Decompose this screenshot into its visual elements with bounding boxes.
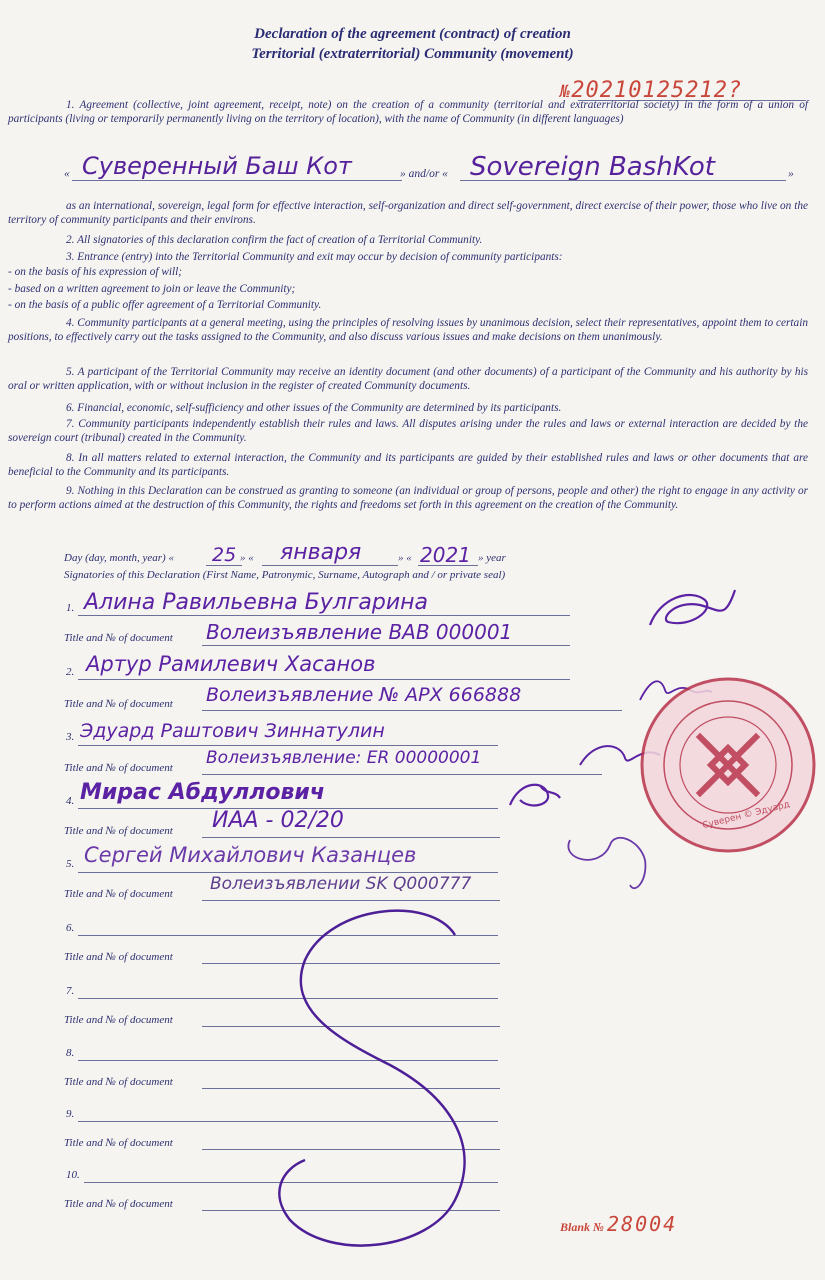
autograph-4 — [510, 785, 560, 806]
autograph-1 — [650, 590, 735, 625]
paragraph-8: 8. In all matters related to external interaction, the Community and its participants are guided by their established rules and laws or other documents that are beneficial to the Community and its participants. — [8, 452, 808, 478]
and-or-label: » and/or « — [400, 168, 448, 180]
paragraph-3b: - based on a written agreement to join or leave the Community; — [8, 283, 296, 295]
signatory-number: 9. — [66, 1108, 75, 1120]
seal-text: Суверен © Эдуард — [701, 799, 791, 832]
document-number-prefix: № — [560, 82, 572, 102]
paragraph-7: 7. Community participants independently establish their rules and laws. All disputes arising under the rules and laws or external interaction are decided by the sovereign court (tribunal) created in the Community. — [8, 418, 808, 444]
title-doc-label: Title and № of document — [64, 698, 173, 710]
blank-number — [560, 1212, 677, 1236]
autograph-5 — [568, 838, 645, 888]
signatory-name: Артур Рамилевич Хасанов — [86, 652, 376, 676]
paragraph-4: 4. Community participants at a general meeting, using the principles of resolving issues by unanimous decision, select their representatives, appoint them to certain positions, to effectively carry out the tasks assigned to the Community, and also discuss various issues and make decisions on them unanimously. — [8, 317, 808, 343]
blank-number-value: 28004 — [607, 1212, 678, 1236]
title-doc-label: Title and № of document — [64, 888, 173, 900]
title-doc-label: Title and № of document — [64, 762, 173, 774]
paragraph-3: 3. Entrance (entry) into the Territorial Community and exit may occur by decision of community participants: — [66, 251, 563, 263]
year-label: » year — [478, 552, 506, 564]
title-doc-label: Title and № of document — [64, 1076, 173, 1088]
paragraph-2: 2. All signatories of this declaration confirm the fact of creation of a Territorial Community. — [66, 234, 483, 246]
signatory-number: 1. — [66, 602, 75, 614]
title-doc-label: Title and № of document — [64, 632, 173, 644]
blank-label: Blank № — [560, 1220, 604, 1234]
signatory-number: 8. — [66, 1047, 75, 1059]
signatory-document: Волеизъявление № АРХ 666888 — [206, 684, 522, 706]
signatory-name: Мирас Абдуллович — [80, 780, 325, 805]
signatory-document: Волеизъявлении SK Q000777 — [210, 874, 472, 894]
signatory-number: 7. — [66, 985, 75, 997]
title-doc-label: Title and № of document — [64, 951, 173, 963]
date-label: Day (day, month, year) « — [64, 552, 174, 564]
paragraph-1-cont-text: as an international, sovereign, legal form for effective interaction, self-organization and direct self-government, direct exercise of their power, those who live on the territory of community participants and their environs. — [8, 200, 808, 226]
paragraph-3a: - on the basis of his expression of will; — [8, 266, 183, 278]
community-name-line: « Суверенный Баш Кот » and/or « Sovereign BashKot » — [64, 152, 794, 182]
round-seal — [642, 679, 814, 851]
paragraph-6: 6. Financial, economic, self-sufficiency and other issues of the Community are determined by its participants. — [66, 402, 562, 414]
signatory-number: 10. — [66, 1169, 80, 1181]
date-month: января — [280, 540, 362, 565]
title-doc-label: Title and № of document — [64, 1014, 173, 1026]
cancellation-stroke — [279, 911, 464, 1246]
declaration-page: Declaration of the agreement (contract) of creation Territorial (extraterritorial) Community (movement) №20210125212? 1. Agreement (collective, joint agreement, receipt, note) on the creation of a community (territorial and extraterritorial society) in the form of a union of participants (living or temporarily permanently living on the territory of location), with the name of Community (in different languages) « Суверенный Баш Кот » and/or « Sovereign BashKot » as an international, sovereign, legal form for effective interaction, self-organization and direct self-government, direct exercise of their power, those who live on the territory of community participants and their environs. 2. All signatories of this declaration confirm the fact of creation of a Territorial Community. 3. Entrance (entry) into the Territorial Community and exit may occur by decision of community participants: - on the basis of his expression of will; - based on a written agreement to join or leave the Community; - on the basis of a public offer agreement of a Territorial Community. 4. Community participants at a general meeting, using the principles of resolving issues by unanimous decision, select their representatives, appoint them to certain positions, to effectively carry out the tasks assigned to the Community, and also discuss various issues and make decisions on them unanimously. 5. A participant of the Territorial Community may receive an identity document (and other documents) of a participant of the Community and his authority by his oral or written application, with or without inclusion in the register of created Community documents. 6. Financial, economic, self-sufficiency and other issues of the Community are determined by its participants. 7. Community participants independently establish their rules and laws. All disputes arising under the rules and laws or external interaction are decided by the sovereign court (tribunal) created in the Community. 8. In all matters related to external interaction, the Community and its participants are guided by their established rules and laws or other documents that are beneficial to the Community and its participants. 9. Nothing in this Declaration can be construed as granting to someone (an individual or group of persons, people and other) the right to engage in any activity or to perform actions aimed at the destruction of this Community, the rights and freedoms set forth in this agreement on the creation of the Community. Day (day, month, year) « 25 » « января » « 2021 » year Signatories of this Declaration (First Name, Patronymic, Surname, Autograph and / or private seal) 1. Алина Равильевна Булгарина Title and № of document Волеизъявление ВАВ 000001 2. Артур Рамилевич Хасанов Title and № of document Волеизъявление № АРХ 666888 3. Эдуард Раштович Зиннатулин Title and № of document Волеизъявление: ER 00000001 4. Мирас Абдуллович Title and № of document ИАА - 02/20 5. Сергей Михайлович Казанцев Title and № of document Волеизъявлении SK Q000777 6. Title and № of document 7. Title and № of document 8. Title and № of document 9. Title and № of document 10. Title and № of document Суверен © Эдуард Blank № 28004 — [0, 0, 825, 1280]
community-name-ru: Суверенный Баш Кот — [82, 152, 352, 180]
title-doc-label: Title and № of document — [64, 825, 173, 837]
date-year: 2021 — [420, 543, 471, 567]
signatory-number: 6. — [66, 922, 75, 934]
signatory-number: 2. — [66, 666, 75, 678]
signatory-number: 4. — [66, 795, 75, 807]
signatory-number: 3. — [66, 731, 75, 743]
signatory-document: ИАА - 02/20 — [212, 808, 344, 833]
signatory-name: Эдуард Раштович Зиннатулин — [80, 720, 385, 742]
title-line-2: Territorial (extraterritorial) Community (movement) — [251, 46, 574, 62]
title-line-1: Declaration of the agreement (contract) of creation — [254, 26, 571, 42]
signatory-name: Сергей Михайлович Казанцев — [84, 843, 417, 867]
signatory-name: Алина Равильевна Булгарина — [84, 590, 429, 615]
paragraph-1-text: 1. Agreement (collective, joint agreement, receipt, note) on the creation of a community (territorial and extraterritorial society) in the form of a union of participants (living or temporarily permanently living on the territory of location), with the name of Community (in different languages) — [8, 99, 808, 125]
title-doc-label: Title and № of document — [64, 1137, 173, 1149]
paragraph-3c: - on the basis of a public offer agreement of a Territorial Community. — [8, 299, 322, 311]
community-name-en: Sovereign BashKot — [470, 152, 715, 182]
title-doc-label: Title and № of document — [64, 1198, 173, 1210]
signatory-document: Волеизъявление: ER 00000001 — [206, 748, 482, 768]
paragraph-5: 5. A participant of the Territorial Community may receive an identity document (and other documents) of a participant of the Community and his authority by his oral or written application, with or without inclusion in the register of created Community documents. — [8, 366, 808, 392]
document-number-value: 20210125212? — [571, 78, 743, 103]
date-day: 25 — [212, 544, 237, 566]
signatory-document: Волеизъявление ВАВ 000001 — [206, 620, 513, 644]
signatories-label: Signatories of this Declaration (First Name, Patronymic, Surname, Autograph and / or private seal) — [64, 569, 506, 581]
signatory-number: 5. — [66, 858, 75, 870]
paragraph-9: 9. Nothing in this Declaration can be construed as granting to someone (an individual or group of persons, people and other) the right to engage in any activity or to perform actions aimed at the destruction of this Community, the rights and freedoms set forth in this agreement on the creation of the Community. — [8, 485, 808, 511]
